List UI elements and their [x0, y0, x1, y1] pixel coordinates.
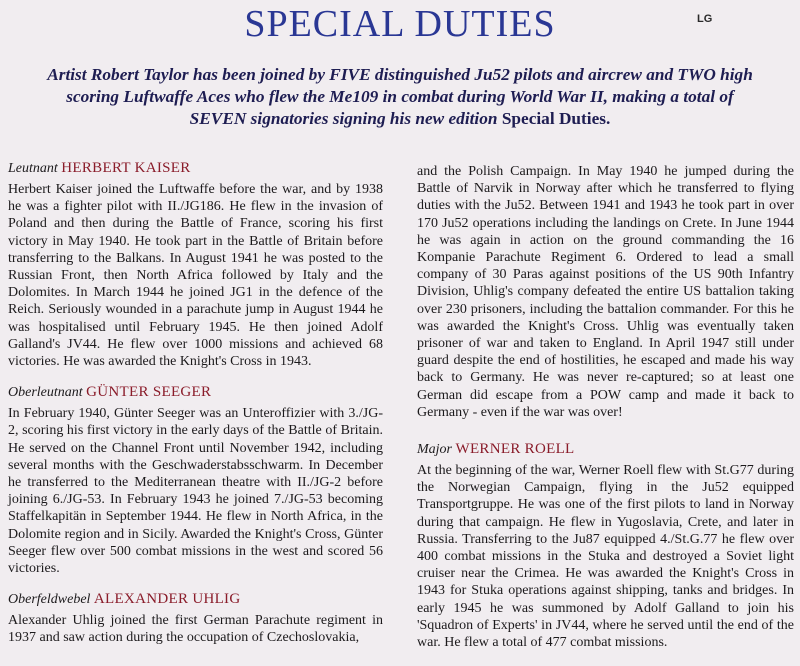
- bio-rank: Major: [417, 442, 452, 458]
- bio-text: Alexander Uhlig joined the first German Parachute regiment in 1937 and saw action during the occupation of Czechoslovakia,: [8, 613, 383, 646]
- bio-roell: [417, 439, 794, 651]
- bio-rank: Oberfeldwebel: [8, 592, 91, 608]
- bio-rank: Oberleutnant: [8, 385, 83, 401]
- bio-text-continued: and the Polish Campaign. In May 1940 he jumped during the Battle of Narvik in Norway after which he transferred to flying duties with the Ju52. Between 1941 and 1943 he took part in over 170 Ju52 operations including the landings on Crete. In June 1944 he was again in action on the ground commanding the 16 Kompanie Parachute Regiment 6. Ordered to lead a small company of 30 Paras against positions of the US 90th Infantry Division, Uhlig's company defeated the entire US battalion taking over 230 prisoners, including the battalion commander. For this he was awarded the Knight's Cross. Uhlig was eventually taken prisoner of war and taken to England. In April 1947 still under guard despite the end of hostilities, he escaped and made his way back to Germany. He was never re-captured; so at least one German did escape from a POW camp and made it back to Germany - even if the war was over!: [417, 164, 794, 420]
- bio-rank: Leutnant: [8, 161, 58, 176]
- bio-name: HERBERT KAISER: [61, 160, 191, 176]
- bio-text: In February 1940, Günter Seeger was an Unteroffizier with 3./JG-2, scoring his first victory in the early days of the Battle of Britain. He served on the Channel Front until November 1942, including several months with the Geschwaderstabsschwarm. In December he transferred to the Mediterranean theatre with II./JG-2 before joining 6./JG-53. In February 1943 he joined 7./JG-53 becoming Staffelkapitän in September 1944. He flew in North Africa, in the Dolomite region and in Sicily. Awarded the Knight's Cross, Günter Seeger flew over 500 combat missions in the west and scored 56 victories.: [8, 406, 383, 577]
- bio-uhlig: [8, 589, 383, 646]
- bio-seeger: [8, 382, 383, 577]
- bio-name: GÜNTER SEEGER: [86, 384, 212, 401]
- bio-text: Herbert Kaiser joined the Luftwaffe before the war, and by 1938 he was a fighter pilot with II./JG186. He flew in the invasion of Poland and then during the Battle of France, scoring his first victory in May 1940. He took part in the Battle of Britain before transferring to the Balkans. In August 1941 he was posted to the Russian Front, then North Africa followed by Italy and the Dolomites. In March 1944 he joined JG1 in the defence of the Reich. Seriously wounded in a parachute jump in August 1944 he was hospitalised until February 1945. He then joined Adolf Galland's JV44. He flew over 1000 missions and achieved 68 victories. He was awarded the Knight's Cross in 1943.: [8, 182, 383, 370]
- bio-heading: [8, 589, 383, 610]
- bio-heading: [8, 382, 383, 403]
- right-column: [417, 163, 794, 663]
- bio-name: WERNER ROELL: [455, 441, 575, 458]
- intro-text: Artist Robert Taylor has been joined by FIVE distinguished Ju52 pilots and aircrew and TWO high scoring Luftwaffe Aces who flew the Me109 in combat during World War II, making a total of SEVEN signatories signing his new edition: [47, 65, 753, 128]
- bio-name: ALEXANDER UHLIG: [93, 591, 241, 608]
- bio-heading: [417, 439, 794, 460]
- bio-text: At the beginning of the war, Werner Roell flew with St.G77 during the Norwegian Campaign, flying in the Ju52 equipped Transportgruppe. He was one of the first pilots to land in Norway during that campaign. He flew in Yugoslavia, Crete, and later in Russia. Transferring to the Ju87 equipped 4./St.G.77 he flew over 400 combat missions in the Stuka and destroyed a Soviet light cruiser near the Crimea. He was awarded the Knight's Cross in 1943 for Stuka operations against shipping, tanks and bridges. In early 1945 he was summoned by Adolf Galland to join his 'Squadron of Experts' in JV44, where he served until the end of the war. He flew a total of 477 combat missions.: [417, 463, 794, 651]
- corner-mark: LG: [697, 13, 713, 25]
- intro-paragraph: [40, 64, 760, 130]
- bio-kaiser: [8, 158, 383, 370]
- intro-edition-name: Special Duties.: [501, 109, 611, 128]
- bio-heading: [8, 158, 383, 179]
- left-column: [8, 158, 383, 659]
- page-title: SPECIAL DUTIES: [244, 3, 556, 45]
